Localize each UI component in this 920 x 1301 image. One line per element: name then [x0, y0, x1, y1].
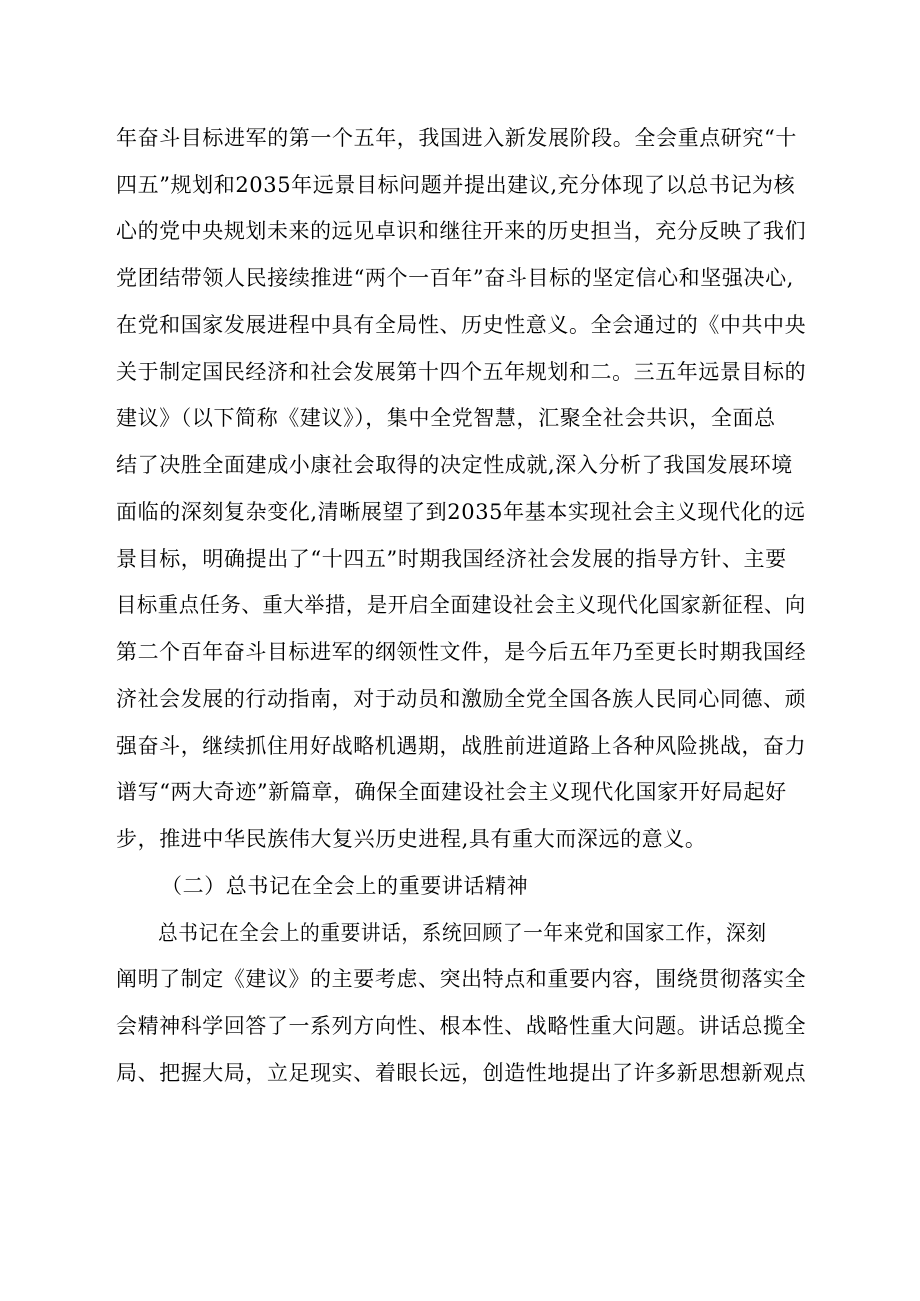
- paragraph-line: 步，推进中华民族伟大复兴历史进程,具有重大而深远的意义。: [116, 827, 707, 851]
- paragraph-line: 强奋斗，继续抓住用好战略机遇期，战胜前进道路上各种风险挑战，奋力: [116, 734, 807, 758]
- paragraph-line: 阐明了制定《建议》的主要考虑、突出特点和重要内容，围绕贯彻落实全: [116, 967, 807, 991]
- paragraph-line: 结了决胜全面建成小康社会取得的决定性成就,深入分析了我国发展环境: [116, 453, 793, 477]
- paragraph-line: 心的党中央规划未来的远见卓识和继往开来的历史担当，充分反映了我们: [116, 219, 807, 243]
- paragraph-line: 建议》（以下简称《建议》），集中全党智慧，汇聚全社会共识，全面总: [116, 406, 776, 430]
- paragraph-line: 总书记在全会上的重要讲话，系统回顾了一年来党和国家工作，深刻: [158, 921, 767, 945]
- paragraph-line: 第二个百年奋斗目标进军的纲领性文件，是今后五年乃至更长时期我国经: [116, 640, 807, 664]
- paragraph-line: 局、把握大局，立足现实、着眼长远，创造性地提出了许多新思想新观点: [116, 1061, 807, 1085]
- paragraph-line: 景目标，明确提出了“十四五”时期我国经济社会发展的指导方针、主要: [116, 547, 787, 571]
- paragraph-line: 在党和国家发展进程中具有全局性、历史性意义。全会通过的《中共中央: [116, 313, 807, 337]
- paragraph-line: 面临的深刻复杂变化,清晰展望了到2035年基本实现社会主义现代化的远: [116, 500, 806, 524]
- paragraph-line: 会精神科学回答了一系列方向性、根本性、战略性重大问题。讲话总揽全: [116, 1014, 807, 1038]
- paragraph-line: 党团结带领人民接续推进“两个一百年”奋斗目标的坚定信心和坚强决心,: [116, 266, 794, 290]
- paragraph-line: 年奋斗目标进军的第一个五年，我国进入新发展阶段。全会重点研究“十: [116, 126, 797, 150]
- paragraph-line: 关于制定国民经济和社会发展第十四个五年规划和二。三五年远景目标的: [116, 360, 807, 384]
- paragraph-line: 济社会发展的行动指南，对于动员和激励全党全国各族人民同心同德、顽: [116, 687, 807, 711]
- paragraph-line: 四五”规划和2035年远景目标问题并提出建议,充分体现了以总书记为核: [116, 173, 796, 197]
- section-heading: （二）总书记在全会上的重要讲话精神: [161, 874, 529, 898]
- paragraph-line: 目标重点任务、重大举措，是开启全面建设社会主义现代化国家新征程、向: [116, 593, 806, 617]
- paragraph-line: 谱写“两大奇迹”新篇章，确保全面建设社会主义现代化国家开好局起好: [116, 780, 787, 804]
